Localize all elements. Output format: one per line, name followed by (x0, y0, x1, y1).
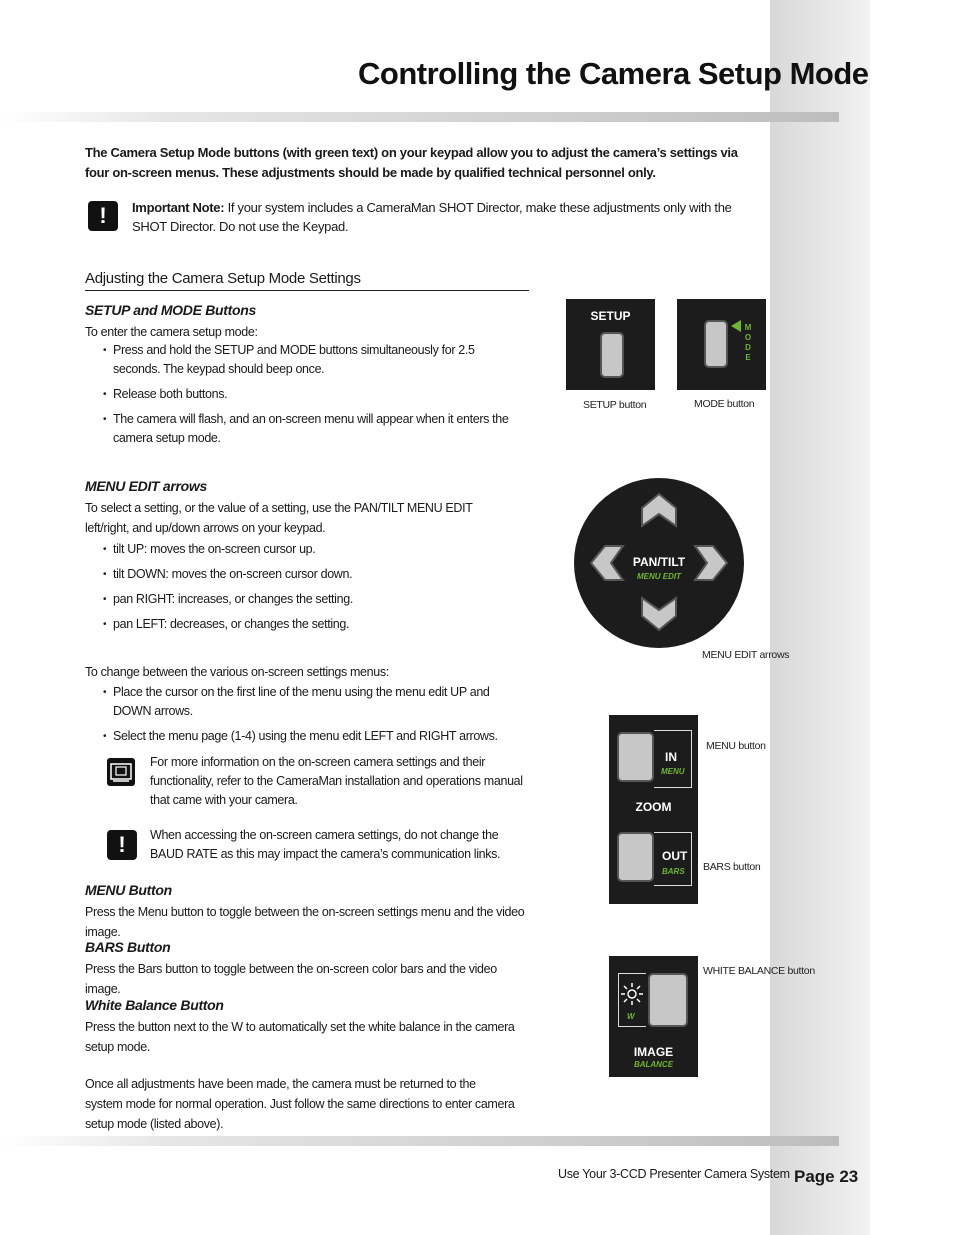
menu-button-heading: MENU Button (85, 882, 172, 898)
white-balance-button[interactable] (648, 973, 688, 1027)
setup-button[interactable] (600, 332, 624, 378)
bars-button-text: Press the Bars button to toggle between the on-screen color bars and the video image. (85, 962, 497, 996)
arrow-down-icon[interactable] (640, 596, 678, 632)
mode-caption: MODE button (694, 398, 755, 410)
info-note: For more information on the on-screen camera settings and their functionality, refer to the CameraMan installation and operations manual that came with your camera. (150, 755, 523, 807)
list-item: • The camera will flash, and an on-screen menu will appear when it enters the camera setup mode. (85, 410, 515, 448)
zoom-out-label: OUT (662, 849, 688, 863)
zoom-panel (609, 715, 698, 904)
menu-button[interactable] (617, 732, 654, 782)
zoom-in-sub: MENU (661, 767, 685, 776)
setup-label: SETUP (590, 309, 631, 323)
page-title: Controlling the Camera Setup Mode (358, 56, 869, 91)
bars-button[interactable] (617, 832, 654, 882)
closing-paragraph: Once all adjustments have been made, the camera must be returned to the system mode for normal operation. Just follow the same directions to enter camera setup mode (listed above). (85, 1077, 515, 1131)
intro-paragraph: The Camera Setup Mode buttons (with green text) on your keypad allow you to adjust the camera’s settings via four on-screen menus. These adjustments should be made by qualified technical personnel only. (85, 145, 738, 180)
list-item: • pan LEFT: decreases, or changes the setting. (85, 615, 515, 634)
mode-panel (677, 299, 766, 390)
header-rule (0, 112, 839, 122)
mode-button[interactable] (704, 320, 728, 368)
footer-text: Use Your 3-CCD Presenter Camera System (558, 1167, 790, 1181)
menu-button-text: Press the Menu button to toggle between the on-screen settings menu and the video image. (85, 905, 525, 939)
pantilt-label: PAN/TILT (632, 555, 686, 569)
menu-edit-heading: MENU EDIT arrows (85, 478, 207, 494)
zoom-in-label: IN (665, 750, 677, 764)
warning-icon: ! (88, 201, 118, 231)
wb-button-text: Press the button next to the W to automatically set the white balance in the camera setup mode. (85, 1020, 515, 1054)
list-item: • tilt DOWN: moves the on-screen cursor down. (85, 565, 515, 584)
zoom-label: ZOOM (635, 800, 672, 814)
bars-caption: BARS button (703, 861, 761, 873)
footer-rule (0, 1136, 839, 1146)
setup-mode-steps (85, 341, 515, 454)
important-note-label: Important Note: (132, 200, 225, 215)
side-strip (770, 0, 870, 1235)
mode-letters: M O D E (744, 323, 752, 362)
pantilt-pad (574, 478, 744, 648)
page-number: Page 23 (794, 1167, 859, 1186)
list-item: • Select the menu page (1-4) using the menu edit LEFT and RIGHT arrows. (85, 727, 505, 746)
important-note-text: If your system includes a CameraMan SHOT Director, make these adjustments only with the SHOT Director. Do not use the Keypad. (132, 200, 732, 234)
setup-panel (566, 299, 655, 390)
menu-edit-lead: To select a setting, or the value of a setting, use the PAN/TILT MENU EDIT left/right, and up/down arrows on your keypad. (85, 501, 473, 535)
setup-mode-heading: SETUP and MODE Buttons (85, 302, 256, 318)
warning-icon: ! (107, 830, 137, 860)
menu-edit-list (85, 540, 515, 640)
list-item: • Release both buttons. (85, 385, 515, 404)
arrow-left-icon (731, 320, 741, 332)
list-item: • Press and hold the SETUP and MODE buttons simultaneously for 2.5 seconds. The keypad should beep once. (85, 341, 515, 379)
manual-icon (107, 758, 135, 786)
list-item: • pan RIGHT: increases, or changes the setting. (85, 590, 515, 609)
change-menus-lead: To change between the various on-screen settings menus: (85, 665, 389, 679)
list-item: • Place the cursor on the first line of the menu using the menu edit UP and DOWN arrows. (85, 683, 505, 721)
image-panel (609, 956, 698, 1077)
change-menus-list (85, 683, 505, 752)
balance-label: BALANCE (633, 1060, 674, 1069)
menu-caption: MENU button (706, 740, 766, 752)
warning-note: When accessing the on-screen camera settings, do not change the BAUD RATE as this may impact the camera’s communication links. (150, 828, 501, 861)
wb-button-heading: White Balance Button (85, 997, 224, 1013)
image-label: IMAGE (633, 1045, 674, 1059)
setup-caption: SETUP button (583, 399, 647, 411)
important-note (132, 198, 747, 236)
list-item: • tilt UP: moves the on-screen cursor up. (85, 540, 515, 559)
arrow-up-icon[interactable] (640, 492, 678, 528)
section-heading: Adjusting the Camera Setup Mode Settings (85, 270, 529, 291)
bars-button-heading: BARS Button (85, 939, 171, 955)
wb-caption: WHITE BALANCE button (703, 965, 815, 977)
zoom-out-sub: BARS (662, 867, 685, 876)
w-label: W (627, 1012, 635, 1021)
sun-icon (621, 983, 643, 1005)
setup-mode-lead: To enter the camera setup mode: (85, 325, 258, 339)
pantilt-caption: MENU EDIT arrows (702, 649, 790, 661)
pantilt-sub: MENU EDIT (637, 572, 681, 581)
